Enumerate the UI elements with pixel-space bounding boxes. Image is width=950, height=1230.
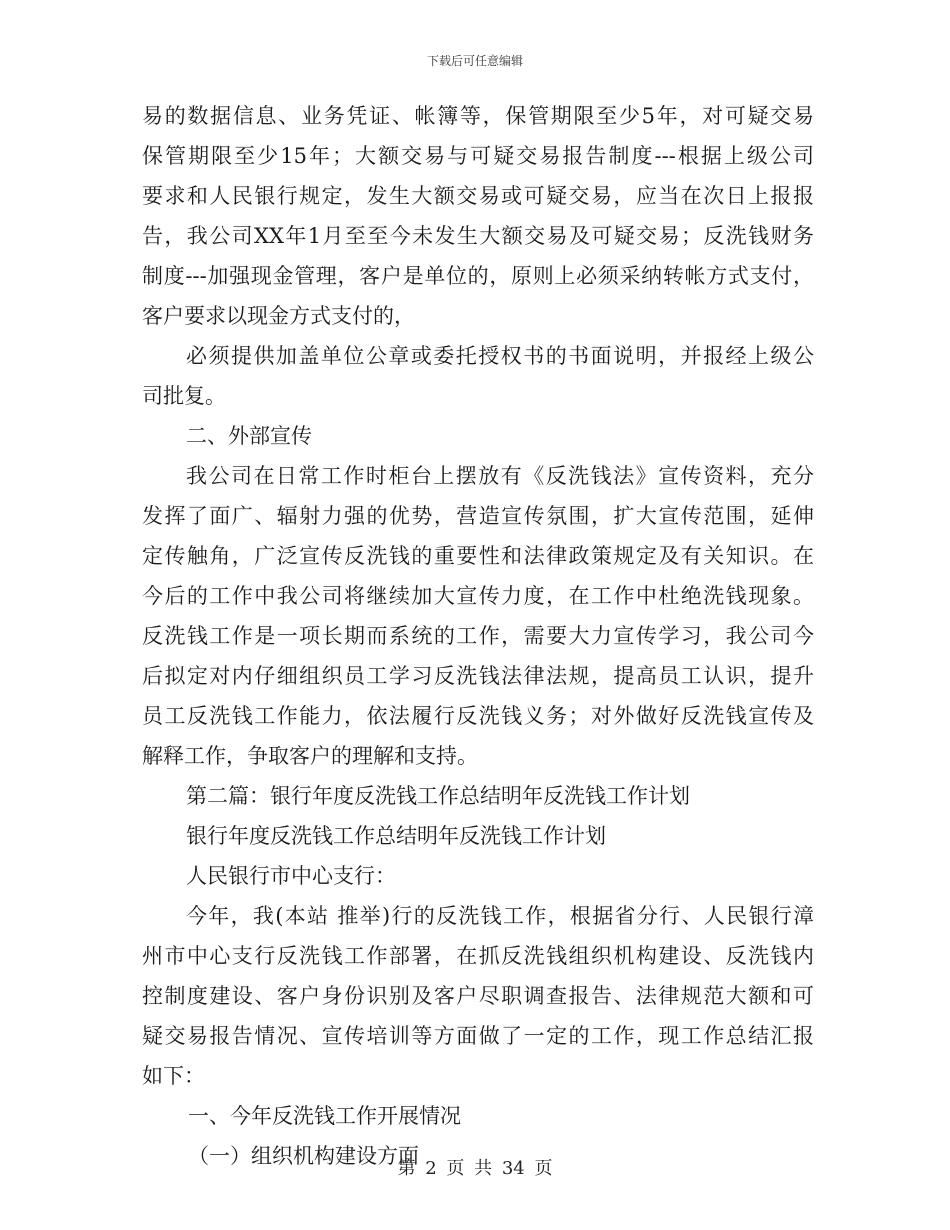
body-line: 后拟定对内仔细组织员工学习反洗钱法律法规，提高员工认识，提升 [142, 664, 814, 688]
body-line: 客户要求以现金方式支付的， [142, 304, 415, 328]
document-title: 银行年度反洗钱工作总结明年反洗钱工作计划 [186, 824, 606, 848]
body-line: 定传触角，广泛宣传反洗钱的重要性和法律政策规定及有关知识。在 [142, 544, 814, 568]
section-heading: 二、外部宣传 [186, 424, 312, 448]
body-line: 易的数据信息、业务凭证、帐簿等，保管期限至少5年，对可疑交易 [142, 104, 814, 128]
subsection-heading: （一）组织机构建设方面 [188, 1144, 419, 1168]
body-line: 要求和人民银行规定，发生大额交易或可疑交易，应当在次日上报报 [142, 184, 814, 208]
salutation: 人民银行市中心支行： [186, 864, 396, 888]
body-line: 今年，我(本站 推举)行的反洗钱工作，根据省分行、人民银行漳 [186, 904, 814, 928]
body-line: 制度---加强现金管理，客户是单位的，原则上必须采纳转帐方式支付， [142, 264, 814, 288]
body-line: 发挥了面广、辐射力强的优势，营造宣传氛围，扩大宣传范围，延伸 [142, 504, 814, 528]
page-number: 第 2 页 共 34 页 [397, 1158, 553, 1179]
body-line: 今后的工作中我公司将继续加大宣传力度，在工作中杜绝洗钱现象。 [142, 584, 814, 608]
body-line: 保管期限至少15年；大额交易与可疑交易报告制度---根据上级公司 [142, 144, 814, 168]
body-line: 告，我公司XX年1月至至今未发生大额交易及可疑交易；反洗钱财务 [142, 224, 814, 248]
body-line: 司批复。 [142, 384, 226, 408]
body-line: 控制度建设、客户身份识别及客户尽职调查报告、法律规范大额和可 [142, 984, 814, 1008]
page-header: 下载后可任意编辑 [426, 54, 523, 68]
chapter-title: 第二篇：银行年度反洗钱工作总结明年反洗钱工作计划 [186, 784, 690, 808]
body-line: 必须提供加盖单位公章或委托授权书的书面说明，并报经上级公 [186, 344, 814, 368]
body-line: 如下： [142, 1064, 205, 1088]
body-line: 疑交易报告情况、宣传培训等方面做了一定的工作，现工作总结汇报 [142, 1024, 814, 1048]
section-heading: 一、今年反洗钱工作开展情况 [188, 1104, 461, 1128]
body-line: 反洗钱工作是一项长期而系统的工作，需要大力宣传学习，我公司今 [142, 624, 814, 648]
body-line: 我公司在日常工作时柜台上摆放有《反洗钱法》宣传资料，充分 [186, 464, 814, 488]
body-line: 员工反洗钱工作能力，依法履行反洗钱义务；对外做好反洗钱宣传及 [142, 704, 814, 728]
document-body [142, 96, 814, 1176]
body-line: 州市中心支行反洗钱工作部署，在抓反洗钱组织机构建设、反洗钱内 [142, 944, 814, 968]
body-line: 解释工作，争取客户的理解和支持。 [142, 744, 478, 768]
